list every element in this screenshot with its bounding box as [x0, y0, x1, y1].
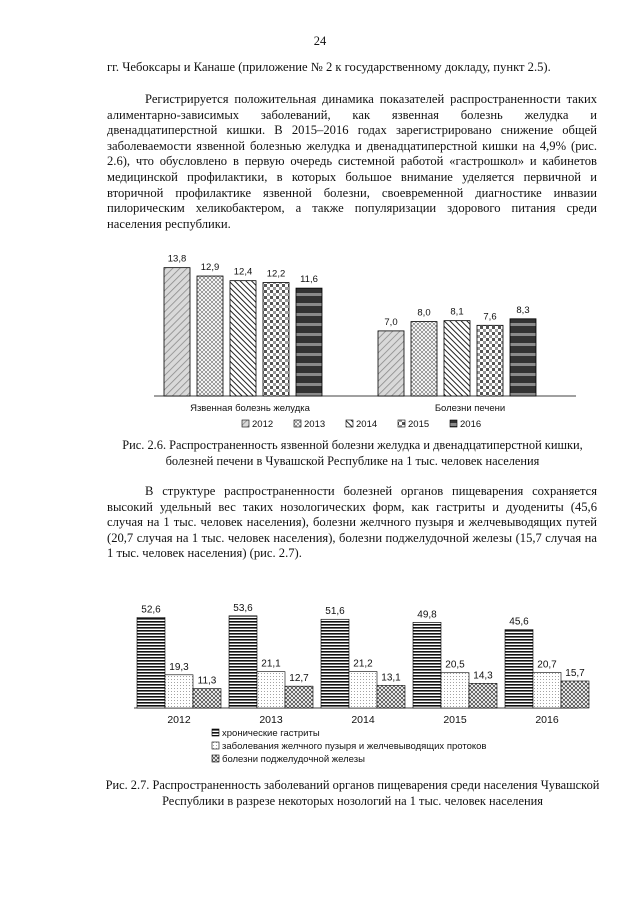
data-label: 49,8: [417, 609, 437, 621]
bar-2014-1: [349, 672, 377, 708]
bar-2014-0: [321, 619, 349, 708]
category-label: Язвенная болезнь желудка: [190, 403, 310, 414]
bar-2016-0: [296, 288, 322, 396]
legend-label: болезни поджелудочной железы: [222, 754, 365, 765]
data-label: 21,1: [261, 658, 281, 670]
figure-2-7-chart: [110, 582, 590, 772]
data-label: 53,6: [233, 602, 253, 614]
legend-label: 2012: [252, 419, 274, 430]
data-label: 20,7: [537, 659, 557, 671]
bar-2015-2: [469, 683, 497, 708]
category-label: 2016: [535, 714, 559, 726]
figure-2-6-caption: Рис. 2.6. Распространенность язвенной болезни желудка и двенадцатиперстной кишки, болезней печени в Чувашской Республике на 1 тыс. человек населения: [122, 438, 583, 468]
bar-2014-1: [444, 321, 470, 396]
data-label: 19,3: [169, 661, 189, 673]
paragraph-intro: гг. Чебоксары и Канаше (приложение № 2 к государственному докладу, пункт 2.5).: [107, 60, 551, 74]
bar-2016-1: [510, 319, 536, 396]
data-label: 7,0: [384, 316, 398, 328]
bar-2015-1: [477, 325, 503, 396]
legend-label: 2015: [408, 419, 430, 430]
legend-swatch: [450, 420, 457, 427]
data-label: 12,4: [233, 266, 253, 278]
data-label: 14,3: [473, 670, 493, 682]
data-label: 20,5: [445, 659, 465, 671]
bar-2016-0: [505, 630, 533, 708]
legend-swatch: [212, 742, 219, 749]
legend-swatch: [398, 420, 405, 427]
bar-2012-1: [378, 331, 404, 396]
legend-label: 2014: [356, 419, 378, 430]
bar-2014-2: [377, 685, 405, 708]
bar-2013-0: [229, 616, 257, 708]
legend-swatch: [212, 729, 219, 736]
data-label: 13,1: [381, 672, 401, 684]
bar-2012-1: [165, 675, 193, 708]
legend-label: заболевания желчного пузыря и желчевыводящих протоков: [222, 741, 487, 752]
data-label: 21,2: [353, 658, 373, 670]
legend-swatch: [294, 420, 301, 427]
data-label: 52,6: [141, 604, 161, 616]
bar-2012-2: [193, 689, 221, 708]
data-label: 45,6: [509, 616, 529, 628]
paragraph-ulcer-dynamics: Регистрируется положительная динамика показателей распространенности таких алиментарно-зависимых заболеваний, как язвенная болезнь желудка и двенадцатиперстной кишки. В 2015–2016 годах зарегистрировано снижение общей заболеваемости язвенной болезнью желудка и двенадцатиперстной кишки на 4,9% (рис. 2.6), что обусловлено в первую очередь системной работой «гастрошкол» и кабинетов медицинской профилактики, в которых большое внимание уделяется первичной и вторичной профилактике язвенной болезни, своевременной диагностике инвазии пилорическим хеликобактером, а также популяризации здорового питания среди населения республики.: [107, 92, 597, 231]
figure-2-6-chart: [150, 248, 580, 433]
bar-2016-2: [561, 681, 589, 708]
data-label: 8,3: [516, 304, 530, 316]
category-label: 2015: [443, 714, 467, 726]
data-label: 11,3: [197, 675, 217, 687]
bar-2013-1: [411, 322, 437, 396]
data-label: 51,6: [325, 606, 345, 618]
category-label: 2014: [351, 714, 375, 726]
data-label: 15,7: [565, 667, 585, 679]
legend-label: 2016: [460, 419, 482, 430]
legend-label: хронические гастриты: [222, 728, 320, 739]
legend-swatch: [346, 420, 353, 427]
bar-2016-1: [533, 672, 561, 708]
data-label: 8,1: [450, 306, 464, 318]
data-label: 12,2: [266, 268, 286, 280]
data-label: 7,6: [483, 311, 497, 323]
bar-2014-0: [230, 281, 256, 396]
data-label: 12,9: [200, 262, 220, 274]
bar-2015-1: [441, 673, 469, 708]
data-label: 11,6: [300, 274, 318, 286]
legend-swatch: [242, 420, 249, 427]
bar-2013-1: [257, 672, 285, 708]
data-label: 8,0: [417, 307, 431, 319]
figure-2-7-caption: Рис. 2.7. Распространенность заболеваний органов пищеварения среди населения Чувашской Республики в разрезе некоторых нозологий на 1 тыс. человек населения: [105, 778, 600, 808]
category-label: 2012: [167, 714, 191, 726]
category-label: Болезни печени: [434, 403, 506, 414]
legend-swatch: [212, 755, 219, 762]
page-number: 24: [313, 34, 327, 48]
bar-2013-0: [197, 276, 223, 396]
data-label: 13,8: [167, 253, 187, 265]
bar-2015-0: [263, 283, 289, 396]
bar-2013-2: [285, 686, 313, 708]
paragraph-digestive-structure: В структуре распространенности болезней органов пищеварения сохраняется высокий удельный вес таких нозологических форм, как гастриты и дуодениты (45,6 случая на 1 тыс. человек населения), болезни желчного пузыря и желчевыводящих путей (20,7 случая на 1 тыс. человек населения), болезни поджелудочной железы (15,7 случая на 1 тыс. человек населения) (рис. 2.7).: [107, 484, 597, 561]
bar-2015-0: [413, 622, 441, 708]
data-label: 12,7: [289, 673, 309, 685]
bar-2012-0: [137, 618, 165, 708]
legend-label: 2013: [304, 419, 326, 430]
bar-2012-0: [164, 268, 190, 396]
category-label: 2013: [259, 714, 283, 726]
